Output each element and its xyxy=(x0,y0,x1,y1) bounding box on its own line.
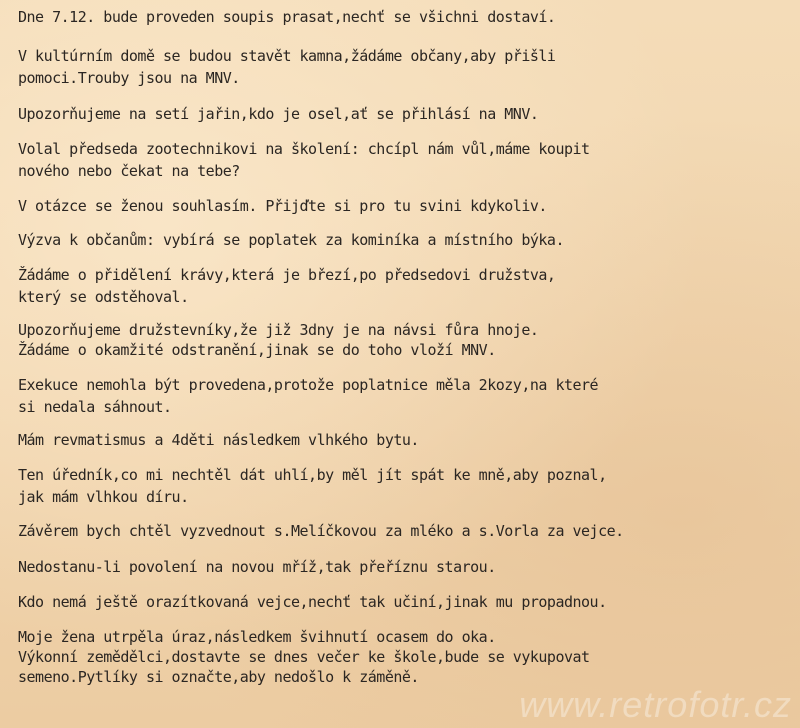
text-line: který se odstěhoval. xyxy=(18,288,189,306)
text-line: Upozorňujeme na setí jařin,kdo je osel,ať se přihlásí na MNV. xyxy=(18,105,539,123)
text-line: Volal předseda zootechnikovi na školení: chcípl nám vůl,máme koupit xyxy=(18,140,590,158)
text-line: Kdo nemá ještě orazítkovaná vejce,nechť tak učiní,jinak mu propadnou. xyxy=(18,593,607,611)
text-line: si nedala sáhnout. xyxy=(18,398,172,416)
text-line: pomoci.Trouby jsou na MNV. xyxy=(18,69,240,87)
text-line: Nedostanu-li povolení na novou mříž,tak přeříznu starou. xyxy=(18,558,496,576)
text-line: Žádáme o přidělení krávy,která je březí,po předsedovi družstva, xyxy=(18,266,556,284)
text-line: Žádáme o okamžité odstranění,jinak se do toho vloží MNV. xyxy=(18,341,496,359)
watermark: www.retrofotr.cz xyxy=(519,684,792,725)
text-line: Ten úředník,co mi nechtěl dát uhlí,by měl jít spát ke mně,aby poznal, xyxy=(18,466,607,484)
text-line: V kultúrním domě se budou stavět kamna,žádáme občany,aby přišli xyxy=(18,47,556,65)
text-line: jak mám vlhkou díru. xyxy=(18,488,189,506)
text-line: Výzva k občanům: vybírá se poplatek za kominíka a místního býka. xyxy=(18,231,564,249)
text-line: nového nebo čekat na tebe? xyxy=(18,162,240,180)
text-line: Upozorňujeme družstevníky,že již 3dny je na návsi fůra hnoje. xyxy=(18,321,539,339)
text-line: Exekuce nemohla být provedena,protože poplatnice měla 2kozy,na které xyxy=(18,376,599,394)
text-line: Mám revmatismus a 4děti následkem vlhkého bytu. xyxy=(18,431,419,449)
text-line: V otázce se ženou souhlasím. Přijďte si pro tu svini kdykoliv. xyxy=(18,197,547,215)
text-line: semeno.Pytlíky si označte,aby nedošlo k záměně. xyxy=(18,668,419,686)
text-line: Moje žena utrpěla úraz,následkem švihnutí ocasem do oka. xyxy=(18,628,496,646)
text-line: Závěrem bych chtěl vyzvednout s.Melíčkovou za mléko a s.Vorla za vejce. xyxy=(18,522,624,540)
text-line: Dne 7.12. bude proveden soupis prasat,nechť se všichni dostaví. xyxy=(18,8,556,26)
text-line: Výkonní zemědělci,dostavte se dnes večer ke škole,bude se vykupovat xyxy=(18,648,590,666)
